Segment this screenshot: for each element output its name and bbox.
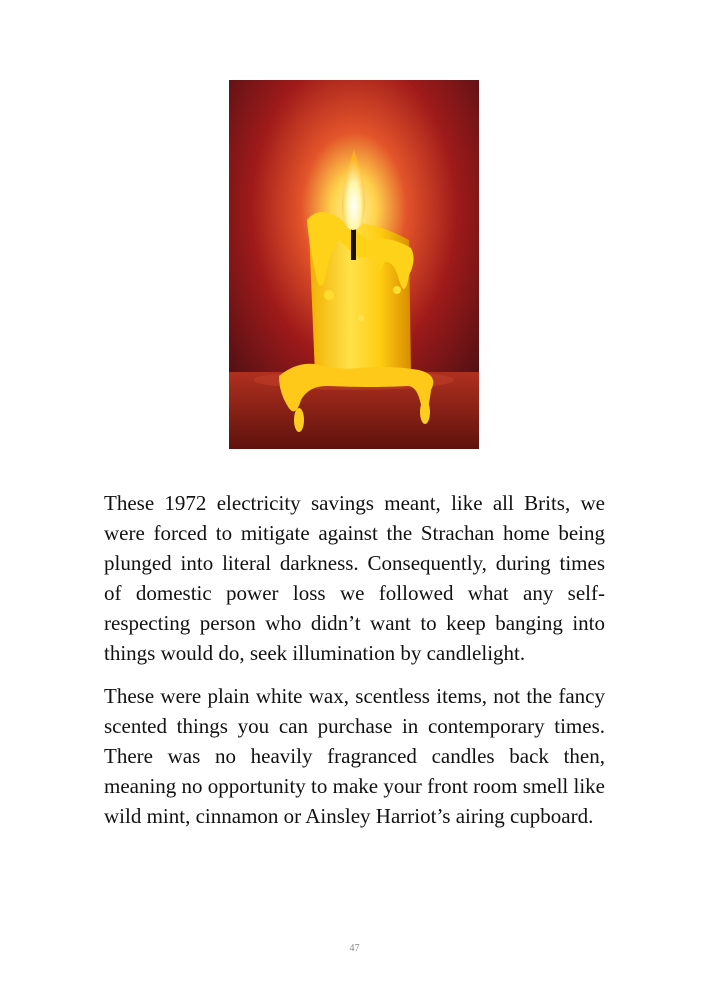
paragraph-2: These were plain white wax, scentless items, not the fancy scented things you can purchase in contemporary times. There was no heavily fragranced candles back then, meaning no opportunity to make your front room smell like wild mint, cinnamon or Ainsley Harriot’s airing cupboard. <box>104 684 605 828</box>
body-text <box>104 488 605 844</box>
paragraph-1: These 1972 electricity savings meant, like all Brits, we were forced to mitigate against the Strachan home being plunged into literal darkness. Consequently, during times of domestic power loss we followed what any self-respecting person who didn’t want to keep banging into things would do, seek illumination by candlelight. <box>104 491 605 665</box>
candle-illustration <box>229 80 479 449</box>
page-number: 47 <box>349 943 360 954</box>
